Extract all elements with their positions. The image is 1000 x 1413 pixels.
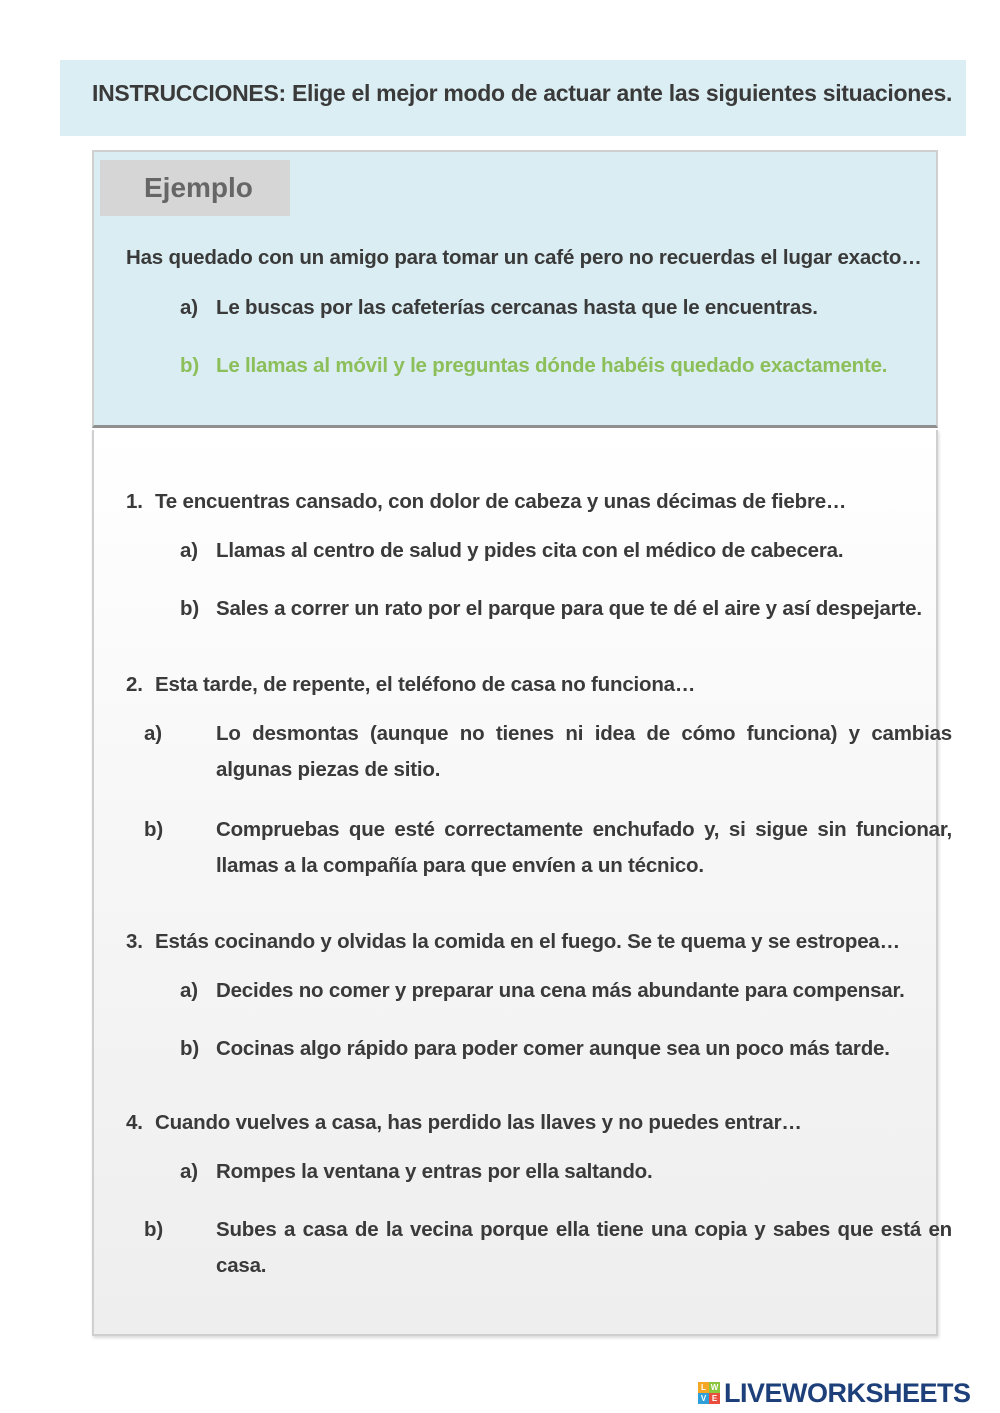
option-text: Subes a casa de la vecina porque ella tiene una copia y sabes que está en casa. (216, 1218, 952, 1277)
option-text: Rompes la ventana y entras por ella saltando. (216, 1160, 653, 1183)
option-text: Cocinas algo rápido para poder comer aunque sea un poco más tarde. (216, 1037, 890, 1060)
option-label: b) (180, 354, 199, 377)
logo-square-3: V (698, 1393, 709, 1404)
option-label: b) (180, 597, 199, 620)
question-1 (126, 490, 846, 514)
option-label: b) (144, 818, 163, 841)
option-label: a) (180, 296, 198, 319)
liveworksheets-logo[interactable] (698, 1378, 971, 1408)
question-4-option-b[interactable] (144, 1212, 952, 1284)
example-option-b-correct[interactable] (180, 354, 887, 378)
example-section (92, 150, 938, 428)
question-text: Te encuentras cansado, con dolor de cabeza y unas décimas de fiebre… (155, 490, 847, 513)
example-tab (100, 160, 290, 216)
example-question: Has quedado con un amigo para tomar un café pero no recuerdas el lugar exacto… (126, 246, 922, 269)
question-1-option-b[interactable] (180, 597, 922, 621)
question-3 (126, 930, 900, 954)
option-text: Le buscas por las cafeterías cercanas hasta que le encuentras. (216, 296, 818, 319)
question-number: 3. (126, 930, 143, 953)
example-tab-label: Ejemplo (144, 172, 253, 203)
question-4-option-a[interactable] (180, 1160, 652, 1184)
question-text: Estás cocinando y olvidas la comida en el fuego. Se te quema y se estropea… (155, 930, 900, 953)
option-text: Compruebas que esté correctamente enchufado y, si sigue sin funcionar, llamas a la compañía para que envíen a un técnico. (216, 818, 952, 877)
question-2 (126, 673, 695, 697)
question-1-option-a[interactable] (180, 539, 843, 563)
question-4 (126, 1111, 802, 1135)
option-text: Llamas al centro de salud y pides cita con el médico de cabecera. (216, 539, 844, 562)
question-3-option-b[interactable] (180, 1037, 890, 1061)
option-label: b) (180, 1037, 199, 1060)
option-label: b) (144, 1218, 163, 1241)
option-text: Decides no comer y preparar una cena más abundante para compensar. (216, 979, 905, 1002)
question-text: Cuando vuelves a casa, has perdido las llaves y no puedes entrar… (155, 1111, 802, 1134)
question-2-option-a[interactable] (144, 716, 952, 788)
logo-square-1: L (698, 1382, 709, 1393)
question-text: Esta tarde, de repente, el teléfono de casa no funciona… (155, 673, 696, 696)
question-number: 4. (126, 1111, 143, 1134)
option-text: Le llamas al móvil y le preguntas dónde habéis quedado exactamente. (216, 354, 888, 377)
option-label: a) (180, 539, 198, 562)
option-label: a) (180, 1160, 198, 1183)
option-label: a) (180, 979, 198, 1002)
logo-square-4: E (709, 1393, 720, 1404)
question-number: 2. (126, 673, 143, 696)
option-label: a) (144, 722, 162, 745)
logo-square-2: W (710, 1383, 719, 1392)
question-3-option-a[interactable] (180, 979, 905, 1003)
instructions-banner (60, 60, 966, 136)
question-number: 1. (126, 490, 143, 513)
liveworksheets-logo-icon (698, 1382, 720, 1404)
example-option-a[interactable] (180, 296, 818, 320)
option-text: Lo desmontas (aunque no tienes ni idea de cómo funciona) y cambias algunas piezas de sitio. (216, 722, 952, 781)
question-2-option-b[interactable] (144, 812, 952, 884)
instructions-text: INSTRUCCIONES: Elige el mejor modo de actuar ante las siguientes situaciones. (92, 80, 953, 106)
logo-text: LIVEWORKSHEETS (724, 1377, 971, 1408)
option-text: Sales a correr un rato por el parque para que te dé el aire y así despejarte. (216, 597, 922, 620)
